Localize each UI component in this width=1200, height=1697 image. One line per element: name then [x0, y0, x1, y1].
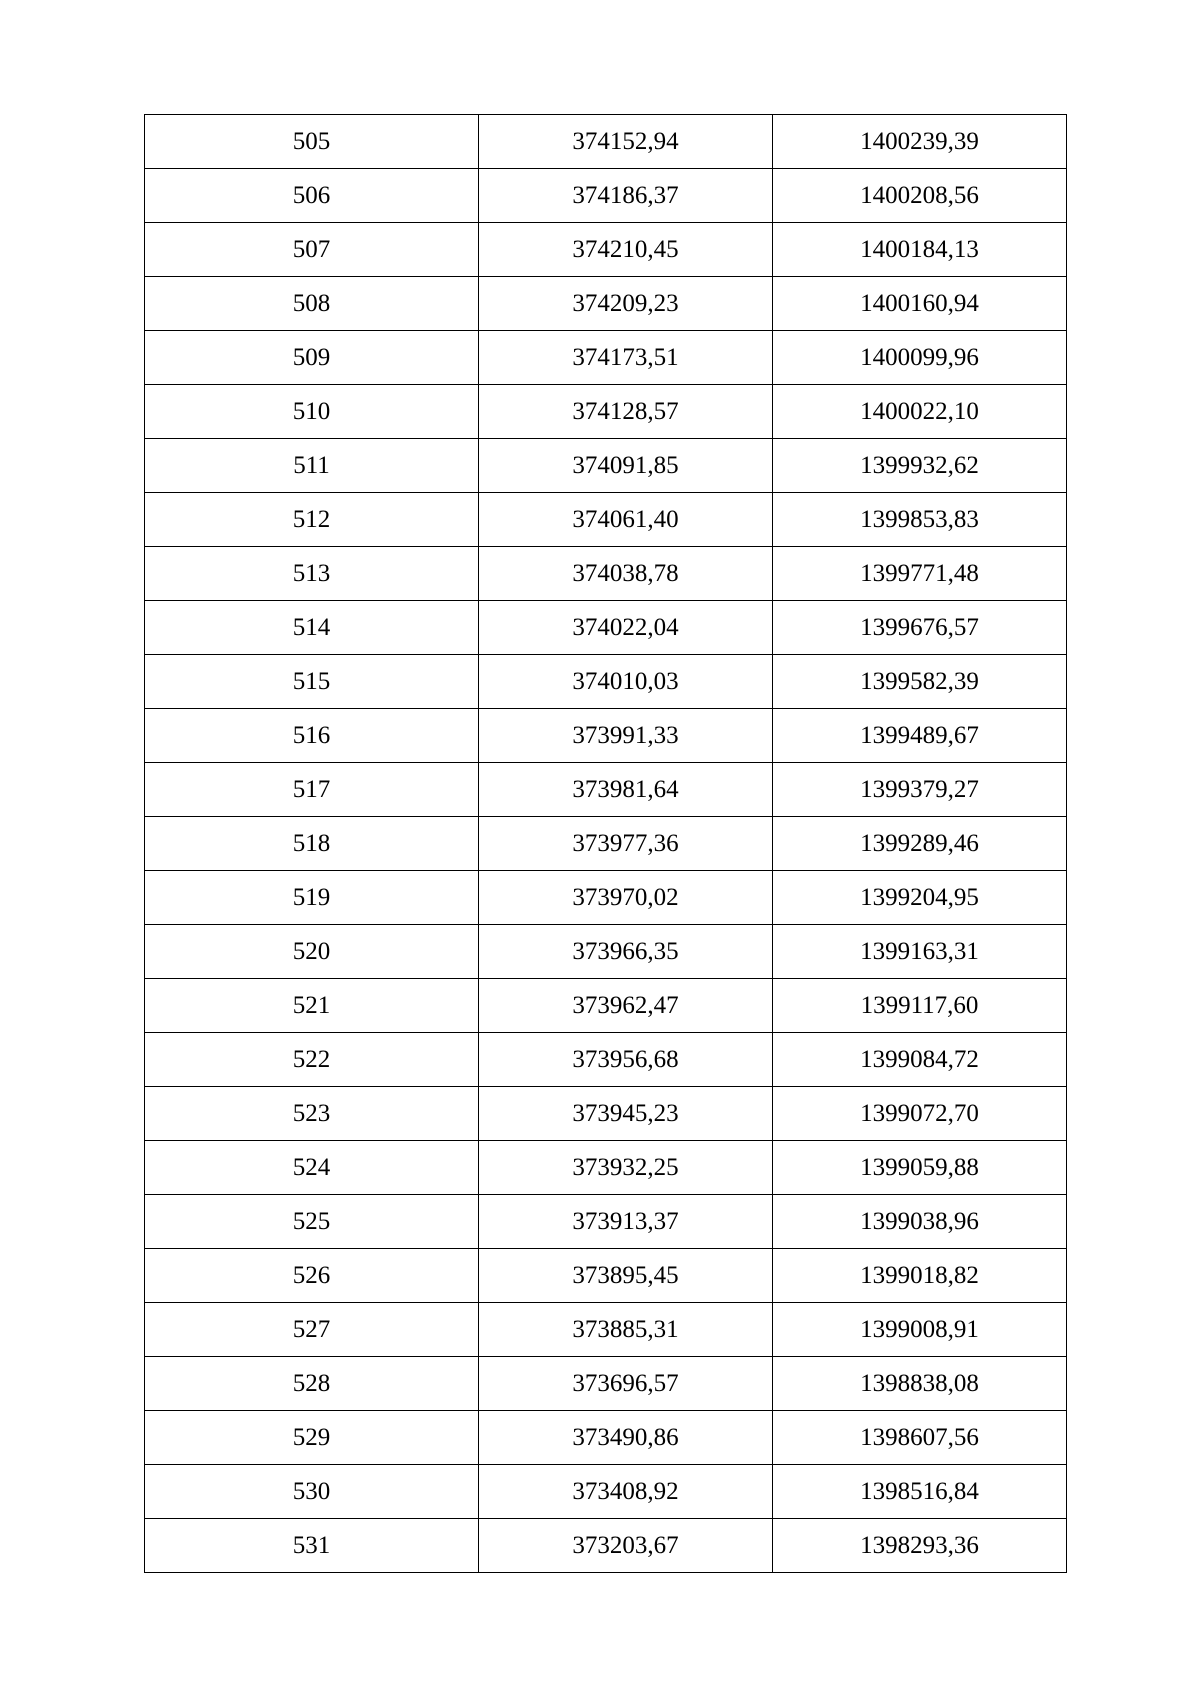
y-coordinate-cell: 1400239,39 [773, 115, 1067, 169]
point-number-cell: 526 [145, 1249, 479, 1303]
point-number-cell: 531 [145, 1519, 479, 1573]
point-number-cell: 529 [145, 1411, 479, 1465]
table-row [145, 709, 1067, 763]
point-number-cell: 522 [145, 1033, 479, 1087]
table-row [145, 439, 1067, 493]
table-row [145, 1033, 1067, 1087]
y-coordinate-cell: 1399163,31 [773, 925, 1067, 979]
table-row [145, 1087, 1067, 1141]
y-coordinate-cell: 1399379,27 [773, 763, 1067, 817]
table-row [145, 1357, 1067, 1411]
table-row [145, 925, 1067, 979]
x-coordinate-cell: 373490,86 [479, 1411, 773, 1465]
point-number-cell: 505 [145, 115, 479, 169]
point-number-cell: 528 [145, 1357, 479, 1411]
point-number-cell: 530 [145, 1465, 479, 1519]
point-number-cell: 513 [145, 547, 479, 601]
table-row [145, 979, 1067, 1033]
table-row [145, 1141, 1067, 1195]
point-number-cell: 515 [145, 655, 479, 709]
point-number-cell: 523 [145, 1087, 479, 1141]
y-coordinate-cell: 1399117,60 [773, 979, 1067, 1033]
y-coordinate-cell: 1399008,91 [773, 1303, 1067, 1357]
x-coordinate-cell: 373885,31 [479, 1303, 773, 1357]
x-coordinate-cell: 373408,92 [479, 1465, 773, 1519]
x-coordinate-cell: 373970,02 [479, 871, 773, 925]
x-coordinate-cell: 374152,94 [479, 115, 773, 169]
x-coordinate-cell: 374128,57 [479, 385, 773, 439]
y-coordinate-cell: 1400099,96 [773, 331, 1067, 385]
table-row [145, 493, 1067, 547]
x-coordinate-cell: 373895,45 [479, 1249, 773, 1303]
y-coordinate-cell: 1400184,13 [773, 223, 1067, 277]
point-number-cell: 517 [145, 763, 479, 817]
point-number-cell: 525 [145, 1195, 479, 1249]
point-number-cell: 512 [145, 493, 479, 547]
y-coordinate-cell: 1398516,84 [773, 1465, 1067, 1519]
table-row [145, 1195, 1067, 1249]
x-coordinate-cell: 373956,68 [479, 1033, 773, 1087]
table-row [145, 277, 1067, 331]
y-coordinate-cell: 1399018,82 [773, 1249, 1067, 1303]
x-coordinate-cell: 374210,45 [479, 223, 773, 277]
table-row [145, 1411, 1067, 1465]
table-row [145, 1303, 1067, 1357]
table-row [145, 223, 1067, 277]
y-coordinate-cell: 1400208,56 [773, 169, 1067, 223]
x-coordinate-cell: 373966,35 [479, 925, 773, 979]
point-number-cell: 519 [145, 871, 479, 925]
x-coordinate-cell: 373981,64 [479, 763, 773, 817]
point-number-cell: 527 [145, 1303, 479, 1357]
y-coordinate-cell: 1399489,67 [773, 709, 1067, 763]
point-number-cell: 507 [145, 223, 479, 277]
x-coordinate-cell: 373945,23 [479, 1087, 773, 1141]
point-number-cell: 510 [145, 385, 479, 439]
x-coordinate-cell: 374010,03 [479, 655, 773, 709]
y-coordinate-cell: 1400160,94 [773, 277, 1067, 331]
x-coordinate-cell: 373696,57 [479, 1357, 773, 1411]
x-coordinate-cell: 374173,51 [479, 331, 773, 385]
y-coordinate-cell: 1400022,10 [773, 385, 1067, 439]
table-row [145, 385, 1067, 439]
x-coordinate-cell: 374186,37 [479, 169, 773, 223]
table-row [145, 331, 1067, 385]
y-coordinate-cell: 1399059,88 [773, 1141, 1067, 1195]
table-row [145, 601, 1067, 655]
point-number-cell: 508 [145, 277, 479, 331]
point-number-cell: 516 [145, 709, 479, 763]
x-coordinate-cell: 373913,37 [479, 1195, 773, 1249]
coordinates-table [144, 114, 1067, 1573]
table-row [145, 1249, 1067, 1303]
table-row [145, 115, 1067, 169]
x-coordinate-cell: 373962,47 [479, 979, 773, 1033]
point-number-cell: 518 [145, 817, 479, 871]
y-coordinate-cell: 1398607,56 [773, 1411, 1067, 1465]
point-number-cell: 521 [145, 979, 479, 1033]
y-coordinate-cell: 1399289,46 [773, 817, 1067, 871]
point-number-cell: 511 [145, 439, 479, 493]
y-coordinate-cell: 1398293,36 [773, 1519, 1067, 1573]
x-coordinate-cell: 373932,25 [479, 1141, 773, 1195]
table-row [145, 763, 1067, 817]
y-coordinate-cell: 1399084,72 [773, 1033, 1067, 1087]
point-number-cell: 524 [145, 1141, 479, 1195]
y-coordinate-cell: 1399771,48 [773, 547, 1067, 601]
y-coordinate-cell: 1399676,57 [773, 601, 1067, 655]
y-coordinate-cell: 1399582,39 [773, 655, 1067, 709]
y-coordinate-cell: 1399853,83 [773, 493, 1067, 547]
y-coordinate-cell: 1399072,70 [773, 1087, 1067, 1141]
table-row [145, 817, 1067, 871]
x-coordinate-cell: 374209,23 [479, 277, 773, 331]
y-coordinate-cell: 1399932,62 [773, 439, 1067, 493]
table-row [145, 169, 1067, 223]
table-row [145, 1519, 1067, 1573]
point-number-cell: 514 [145, 601, 479, 655]
table-row [145, 655, 1067, 709]
point-number-cell: 506 [145, 169, 479, 223]
y-coordinate-cell: 1399038,96 [773, 1195, 1067, 1249]
coordinates-table-body [145, 115, 1067, 1573]
x-coordinate-cell: 374022,04 [479, 601, 773, 655]
x-coordinate-cell: 373977,36 [479, 817, 773, 871]
y-coordinate-cell: 1399204,95 [773, 871, 1067, 925]
point-number-cell: 520 [145, 925, 479, 979]
x-coordinate-cell: 374038,78 [479, 547, 773, 601]
y-coordinate-cell: 1398838,08 [773, 1357, 1067, 1411]
x-coordinate-cell: 374061,40 [479, 493, 773, 547]
point-number-cell: 509 [145, 331, 479, 385]
table-row [145, 1465, 1067, 1519]
x-coordinate-cell: 374091,85 [479, 439, 773, 493]
table-row [145, 871, 1067, 925]
x-coordinate-cell: 373203,67 [479, 1519, 773, 1573]
x-coordinate-cell: 373991,33 [479, 709, 773, 763]
table-row [145, 547, 1067, 601]
